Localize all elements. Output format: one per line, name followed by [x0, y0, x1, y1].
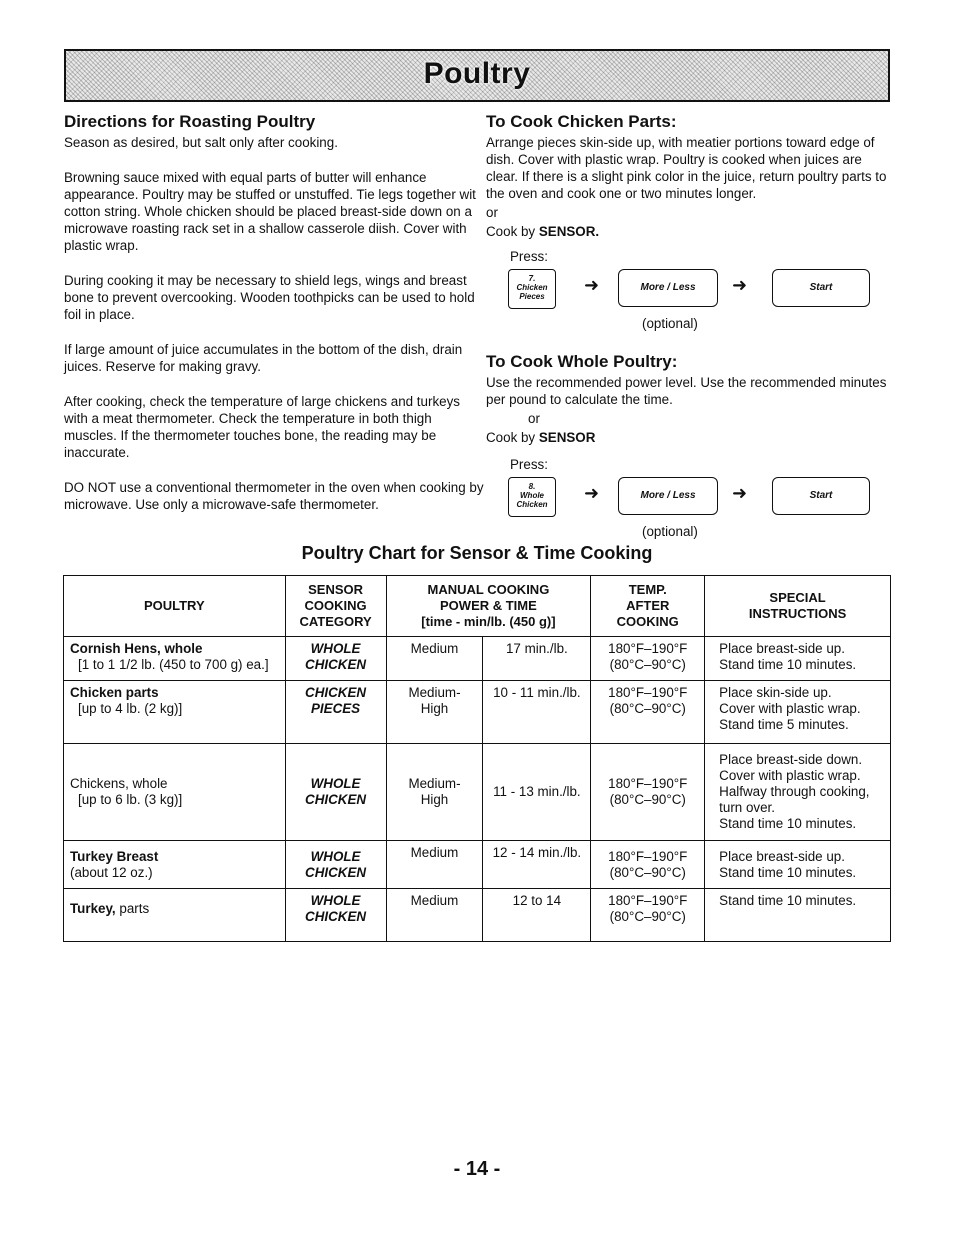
or-text: or [486, 205, 498, 220]
header-line: POWER & TIME [440, 598, 537, 613]
poultry-cell [64, 681, 286, 744]
instruction-line: Place skin-side up. [719, 685, 832, 700]
or-text: or [528, 411, 540, 426]
temp-fahrenheit: 180°F–190°F [608, 848, 688, 864]
instructions-cell [705, 889, 891, 942]
time-cell [483, 744, 591, 841]
temp-fahrenheit: 180°F–190°F [608, 685, 688, 700]
title-banner [64, 49, 890, 102]
category-cell [285, 744, 386, 841]
category-line: CHICKEN [305, 792, 367, 807]
cook-by-sensor [486, 223, 896, 240]
instruction-line: Stand time 10 minutes. [719, 657, 857, 672]
directions-paragraph: After cooking, check the temperature of large chickens and turkeys with a meat thermometer. Check the temperature in both thigh muscles. If the thermometer touches bone, the reading may be inaccurate. [64, 394, 460, 460]
temp-celsius: (80°C–90°C) [609, 657, 686, 672]
header-special [705, 576, 891, 637]
category-line: CHICKEN [305, 909, 367, 924]
chicken-parts-heading: To Cook Chicken Parts: [486, 112, 677, 131]
table-row [64, 841, 891, 889]
poultry-weight: [1 to 1 1/2 lb. (450 to 700 g) ea.] [78, 657, 269, 672]
temp-fahrenheit: 180°F–190°F [608, 641, 688, 656]
table-row [64, 744, 891, 841]
category-cell [285, 889, 386, 942]
category-line: WHOLE [310, 641, 361, 656]
temp-cell [591, 681, 705, 744]
start-pad: Start [772, 269, 870, 307]
category-line: WHOLE [310, 776, 361, 791]
instruction-line: Cover with plastic wrap. [719, 768, 861, 783]
power-cell [386, 681, 483, 744]
power-line: Medium [410, 845, 459, 860]
cook-by-label: Cook by [486, 430, 539, 445]
power-cell [386, 889, 483, 942]
button-sequence [486, 269, 896, 315]
instructions-cell [705, 637, 891, 681]
category-line: PIECES [311, 701, 361, 716]
category-line: CHICKEN [305, 657, 367, 672]
poultry-chart-table [63, 575, 891, 942]
pad-label-line: Chicken [516, 500, 548, 509]
power-line: Medium- [408, 776, 461, 791]
header-poultry: POULTRY [64, 576, 286, 637]
category-line: WHOLE [310, 848, 361, 864]
poultry-cell [64, 637, 286, 681]
poultry-cell [64, 744, 286, 841]
power-cell [386, 637, 483, 681]
cooking-instructions [486, 112, 896, 540]
temp-celsius: (80°C–90°C) [609, 701, 686, 716]
temp-fahrenheit: 180°F–190°F [608, 893, 688, 908]
header-temp [591, 576, 705, 637]
button-sequence [486, 477, 896, 523]
poultry-name: Chickens, whole [70, 776, 168, 791]
whole-poultry-text: Use the recommended power level. Use the recommended minutes per pound to calculate the time. [486, 375, 887, 407]
pad-number: 8. [528, 482, 536, 491]
category-cell [285, 841, 386, 889]
header-line: SENSOR [308, 582, 364, 597]
pad-label-line: Pieces [519, 292, 545, 301]
table-row [64, 889, 891, 942]
category-cell [285, 681, 386, 744]
directions-paragraph: Browning sauce mixed with equal parts of butter will enhance appearance. Poultry may be stuffed or unstuffed. Tie legs together wit cotton string. Whole chicken should be placed breast-side down on a microwave roasting rack set in a shallow casserole diish. Cover with plastic wrap. [64, 170, 476, 253]
press-label: Press: [510, 457, 548, 472]
poultry-name: Cornish Hens, whole [70, 641, 203, 656]
header-line: INSTRUCTIONS [748, 606, 847, 621]
header-line: [time - min/lb. (450 g)] [421, 614, 556, 629]
time-cell [483, 841, 591, 889]
arrow-right-icon: ➜ [584, 483, 600, 503]
whole-chicken-pad [508, 477, 556, 517]
category-line: CHICKEN [305, 685, 367, 700]
time-cell [483, 889, 591, 942]
instruction-line: Halfway through cooking, [719, 784, 870, 799]
poultry-weight: [up to 4 lb. (2 kg)] [78, 701, 183, 716]
temp-celsius: (80°C–90°C) [609, 864, 686, 880]
page-number: - 14 - [453, 1158, 501, 1180]
directions-heading: Directions for Roasting Poultry [64, 112, 316, 131]
more-less-pad: More / Less [618, 269, 718, 307]
directions-paragraph: Season as desired, but salt only after cooking. [64, 135, 338, 150]
arrow-right-icon: ➜ [732, 275, 748, 295]
instruction-line: Stand time 5 minutes. [719, 717, 849, 732]
pad-label-line: Chicken [516, 283, 548, 292]
table-row [64, 681, 891, 744]
time-value: 12 - 14 min./lb. [492, 845, 582, 860]
time-value: 17 min./lb. [505, 641, 568, 656]
instruction-line: Stand time 10 minutes. [719, 893, 857, 908]
instruction-line: Stand time 10 minutes. [719, 864, 857, 880]
directions-paragraph: During cooking it may be necessary to shield legs, wings and breast bone to prevent overcooking. Wooden toothpicks can be used to hold foil in place. [64, 273, 475, 322]
instructions-cell [705, 681, 891, 744]
temp-fahrenheit: 180°F–190°F [608, 776, 688, 791]
power-line: Medium [410, 893, 459, 908]
pad-label-line: Whole [520, 491, 544, 500]
header-manual [386, 576, 591, 637]
poultry-name-suffix: parts [119, 901, 150, 916]
temp-cell [591, 637, 705, 681]
header-line: COOKING [616, 614, 679, 629]
instruction-line: turn over. [719, 800, 775, 815]
directions-paragraph: DO NOT use a conventional thermometer in the oven when cooking by microwave. Use only a microwave-safe thermometer. [64, 480, 484, 512]
press-label: Press: [510, 249, 548, 264]
table-header-row [64, 576, 891, 637]
sensor-label: SENSOR [538, 430, 596, 445]
instruction-line: Place breast-side up. [719, 641, 845, 656]
power-cell [386, 841, 483, 889]
optional-note: (optional) [642, 524, 698, 539]
arrow-right-icon: ➜ [732, 483, 748, 503]
sensor-label: SENSOR. [538, 224, 600, 239]
instruction-line: Cover with plastic wrap. [719, 701, 861, 716]
chart-title: Poultry Chart for Sensor & Time Cooking [301, 543, 653, 563]
temp-cell [591, 889, 705, 942]
instruction-line: Place breast-side down. [719, 752, 863, 767]
temp-celsius: (80°C–90°C) [609, 792, 686, 807]
poultry-name: Turkey Breast [70, 848, 159, 864]
category-cell [285, 637, 386, 681]
poultry-weight: (about 12 oz.) [70, 864, 153, 880]
instructions-cell [705, 744, 891, 841]
instruction-line: Place breast-side up. [719, 848, 845, 864]
temp-cell [591, 841, 705, 889]
time-cell [483, 681, 591, 744]
power-cell [386, 744, 483, 841]
header-line: AFTER [626, 598, 670, 613]
instruction-line: Stand time 10 minutes. [719, 816, 857, 831]
header-line: COOKING [304, 598, 367, 613]
optional-note: (optional) [642, 316, 698, 331]
poultry-name: Chicken parts [70, 685, 159, 700]
power-line: Medium [410, 641, 459, 656]
table-row [64, 637, 891, 681]
power-line: High [420, 701, 449, 716]
poultry-weight: [up to 6 lb. (3 kg)] [78, 792, 183, 807]
poultry-cell [64, 841, 286, 889]
pad-number: 7. [528, 274, 536, 283]
time-value: 10 - 11 min./lb. [493, 685, 581, 700]
header-line: MANUAL COOKING [427, 582, 550, 597]
time-value: 11 - 13 min./lb. [493, 784, 581, 799]
cook-by-sensor [486, 429, 896, 446]
time-cell [483, 637, 591, 681]
poultry-name: Turkey, [70, 901, 120, 916]
whole-poultry-heading: To Cook Whole Poultry: [486, 352, 678, 371]
chicken-pieces-pad [508, 269, 556, 309]
directions-paragraph: If large amount of juice accumulates in the bottom of the dish, drain juices. Reserve for making gravy. [64, 342, 463, 374]
more-less-pad: More / Less [618, 477, 718, 515]
header-line: SPECIAL [769, 590, 826, 605]
instructions-cell [705, 841, 891, 889]
arrow-right-icon: ➜ [584, 275, 600, 295]
poultry-cell [64, 889, 286, 942]
cook-by-label: Cook by [486, 224, 539, 239]
header-line: CATEGORY [299, 614, 372, 629]
start-pad: Start [772, 477, 870, 515]
page-title: Poultry [423, 57, 531, 90]
power-line: Medium- [408, 685, 461, 700]
header-line: TEMP. [628, 582, 667, 597]
roasting-directions [64, 112, 484, 513]
category-line: WHOLE [310, 893, 361, 908]
temp-cell [591, 744, 705, 841]
power-line: High [420, 792, 449, 807]
chicken-parts-text: Arrange pieces skin-side up, with meatier portions toward edge of dish. Cover with plastic wrap. Poultry is cooked when juices are clear. If there is a slight pink color in the juice, return poultry parts to the oven and cook one or two minutes longer. [486, 135, 887, 201]
header-sensor [285, 576, 386, 637]
time-value: 12 to 14 [512, 893, 562, 908]
category-line: CHICKEN [305, 864, 367, 880]
temp-celsius: (80°C–90°C) [609, 909, 686, 924]
